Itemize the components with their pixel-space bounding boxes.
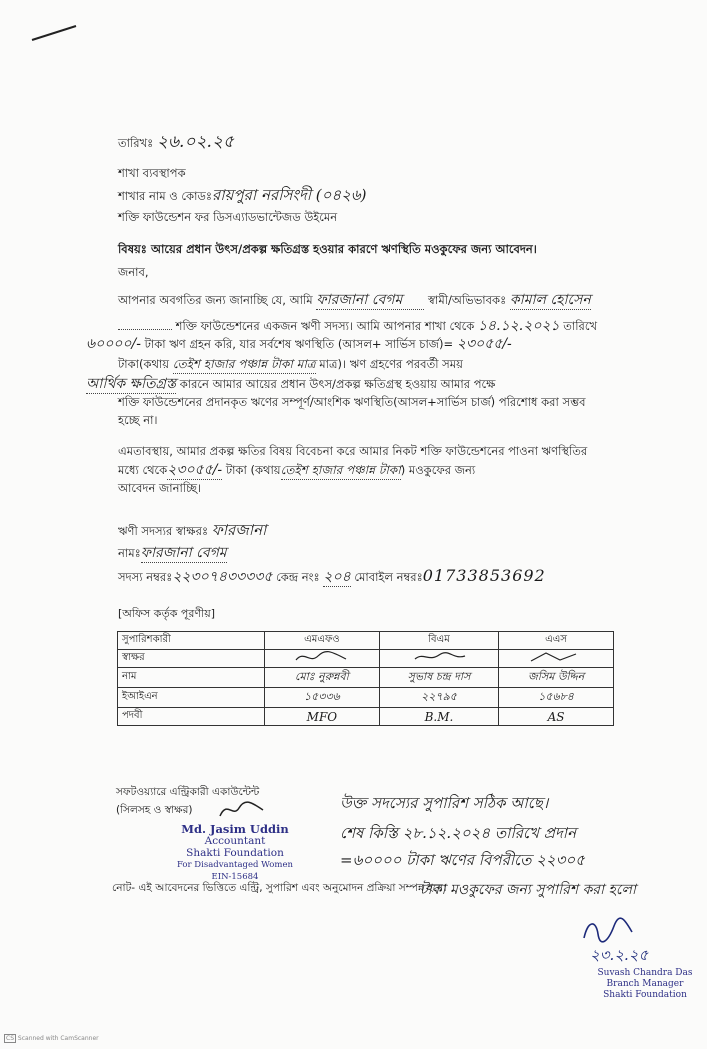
table-cell: ১৫৬৮৪ — [499, 688, 614, 708]
para1-line5 — [86, 375, 495, 394]
hand-note-line: উক্ত সদস্যের সুপারিশ সঠিক আছে। — [340, 794, 549, 812]
manager-org: Shakti Foundation — [603, 990, 687, 1000]
para2-text: মধ্যে থেকে — [118, 463, 168, 477]
table-cell: ২২৭৯৫ — [379, 688, 498, 708]
date-value: ২৬.০২.২৫ — [156, 132, 235, 152]
signature-cell — [379, 650, 498, 668]
scanner-text: Scanned with CamScanner — [17, 1035, 99, 1042]
to-line: শাখা ব্যবস্থাপক — [118, 166, 186, 180]
table-header-cell: এমএফও — [265, 632, 380, 650]
manager-title: Branch Manager — [606, 979, 684, 989]
accountant-signature — [217, 798, 267, 822]
member-id-label: সদস্য নম্বরঃ — [118, 570, 173, 584]
subject-line: বিষয়ঃ আয়ের প্রধান উৎস/প্রকল্প ক্ষতিগ্রস্ত হওয়ার কারণে ঋণস্থিতি মওকুফের জন্য আবেদন। — [118, 242, 537, 256]
member-signature: ফারজানা — [211, 521, 267, 539]
table-cell: AS — [499, 708, 614, 726]
para1-line7: হচ্ছে না। — [118, 413, 158, 427]
para1-line3 — [86, 335, 512, 353]
para2-line2 — [118, 461, 475, 480]
hand-note-line: শেষ কিস্তি ২৮.১২.২০২৪ তারিখে প্রদান — [340, 824, 577, 842]
date-label: তারিখঃ — [118, 136, 154, 150]
date-line — [118, 133, 234, 152]
para1-text: কারনে আমার আয়ের প্রধান উৎস/প্রকল্প ক্ষতিগ্রস্থ হওয়ায় আমার পক্ষে — [179, 377, 496, 391]
signature-cell — [265, 650, 380, 668]
branch-value: রায়পুরা নরসিংদী (০৪২৬) — [212, 186, 367, 204]
para2-line1: এমতাবস্থায়, আমার প্রকল্প ক্ষতির বিষয় বিবেচনা করে আমার নিকট শক্তি ফাউন্ডেশনের পাওনা ঋণস্থিতির — [118, 444, 588, 458]
para1-line1 — [118, 291, 591, 310]
row-label: স্বাক্ষর — [118, 650, 265, 668]
table-cell: ১৫৩৩৬ — [265, 688, 380, 708]
row-label: পদবী — [118, 708, 265, 726]
row-label: নাম — [118, 668, 265, 688]
table-header-cell: সুপারিশকারী — [118, 632, 265, 650]
para1-line6: শক্তি ফাউন্ডেশনের প্রদানকৃত ঋণের সম্পূর্ণ/আংশিক ঋণস্থিতি(আসল+সার্ভিস চার্জ) পরিশোধ করা সম্ভব — [118, 395, 586, 409]
stamp-sub: For Disadvantaged Women — [176, 860, 293, 870]
mobile-label: মোবাইল নম্বরঃ — [354, 570, 423, 584]
manager-signature — [578, 916, 638, 946]
guardian-filled: কামাল হোসেন — [509, 292, 591, 308]
mobile-value: 01733853692 — [422, 566, 546, 585]
manager-date: ২৩.২.২৫ — [590, 946, 649, 964]
manager-name: Suvash Chandra Das — [597, 968, 693, 978]
scanner-watermark — [4, 1035, 99, 1042]
table-header-cell: এএস — [499, 632, 614, 650]
para1-text: টাকা ঋণ গ্রহন করি, যার সর্বশেষ ঋণস্থিতি (আসল+ সার্ভিস চার্জ)= — [144, 337, 454, 351]
footnote: নোট- এই আবেদনের ভিত্তিতে এন্ট্রি, সুপারিশ এবং অনুমোদন প্রক্রিয়া সম্পন্ন হবে। — [112, 882, 447, 894]
table-row — [118, 650, 614, 668]
accountant-label: সফটওয়্যারে এন্ট্রিকারী একাউন্টেন্ট — [116, 786, 260, 798]
branch-line — [118, 186, 367, 205]
office-note: [অফিস কর্তৃক পূরণীয়] — [118, 607, 215, 620]
waiver-amount-filled: ২৩০৫৫/- — [167, 462, 223, 478]
table-row — [118, 708, 614, 726]
table-cell: MFO — [265, 708, 380, 726]
loan-date-filled: ১৪.১২.২০২১ — [477, 318, 560, 334]
signature-scribble — [292, 650, 352, 664]
camscanner-icon: CS — [6, 1035, 14, 1042]
member-signature-line — [118, 521, 266, 540]
hand-note-line: =৬০০০০ টাকা ঋণের বিপরীতে ২২৩০৫ — [340, 851, 585, 869]
center-value: ২০৪ — [323, 569, 351, 585]
para1-text: আপনার অবগতির জন্য জানাচ্ছি যে, আমি — [118, 293, 313, 307]
signature-cell — [499, 650, 614, 668]
hand-note-line: টাকা মওকুফের জন্য সুপারিশ করা হলো — [420, 882, 636, 898]
signature-label: ঋণী সদস্যর স্বাক্ষরঃ — [118, 524, 209, 538]
blank-dots — [118, 329, 172, 330]
stamp-org: Shakti Foundation — [186, 847, 284, 859]
para1-text: মাত্র)। ঋণ গ্রহণের পরবর্তী সময় — [319, 357, 463, 371]
member-id-line — [118, 567, 546, 587]
para1-line4 — [118, 355, 463, 374]
center-label: কেন্দ্র নংঃ — [276, 570, 320, 584]
member-id-value: ২২৩০৭৪৩৩৩৩৫ — [172, 569, 273, 585]
para2-text: টাকা (কথায় — [225, 463, 281, 477]
member-name-value: ফারজানা বেগম — [140, 545, 227, 561]
table-row — [118, 688, 614, 708]
stamp-ein: EIN-15684 — [211, 872, 259, 882]
branch-label: শাখার নাম ও কোডঃ — [118, 189, 213, 203]
signature-scribble — [409, 650, 469, 664]
pen-stroke-mark — [30, 22, 80, 44]
table-row — [118, 668, 614, 688]
accountant-stamp — [165, 823, 305, 883]
org-line: শক্তি ফাউন্ডেশন ফর ডিসএ্যাডভান্টেজড উইমেন — [118, 210, 338, 224]
reason-filled: আর্থিক ক্ষতিগ্রস্ত — [86, 376, 177, 392]
stamp-title: Accountant — [204, 835, 266, 847]
table-cell: মোঃ নুরুন্নবী — [265, 668, 380, 688]
table-cell: সুভাষ চন্দ্র দাস — [379, 668, 498, 688]
office-table — [117, 631, 614, 726]
accountant-sign-label: (সিলসহ ও স্বাক্ষর) — [116, 804, 193, 816]
table-row — [118, 632, 614, 650]
name-label: নামঃ — [118, 546, 141, 560]
manager-stamp — [585, 968, 705, 1001]
signature-scribble — [526, 650, 586, 664]
loan-amount-filled: ৬০০০০/- — [86, 336, 141, 352]
balance-filled: ২৩০৫৫/- — [456, 336, 512, 352]
stamp-name: Md. Jasim Uddin — [181, 822, 289, 836]
waiver-words-filled: তেইশ হাজার পঞ্চান্ন টাকা — [281, 461, 401, 480]
salutation: জনাব, — [118, 265, 149, 279]
para2-line3: আবেদন জানাচ্ছি। — [118, 481, 202, 495]
para2-text: ) মওকুফের জন্য — [400, 463, 476, 477]
para1-text: টাকা(কথায় — [118, 357, 170, 371]
member-name-filled: ফারজানা বেগম — [316, 291, 424, 310]
para1-text: শক্তি ফাউন্ডেশনের একজন ঋণী সদস্য। আমি আপনার শাখা থেকে — [175, 319, 475, 333]
table-header-cell: বিএম — [379, 632, 498, 650]
para1-line2 — [118, 317, 597, 335]
amount-words-filled: তেইশ হাজার পঞ্চান্ন টাকা মাত্র — [173, 355, 316, 374]
row-label: ইআইএন — [118, 688, 265, 708]
table-cell: জসিম উদ্দিন — [499, 668, 614, 688]
guardian-label: স্বামী/অভিভাবকঃ — [428, 293, 507, 307]
member-name-line — [118, 544, 227, 563]
table-cell: B.M. — [379, 708, 498, 726]
para1-text: তারিখে — [563, 319, 598, 333]
